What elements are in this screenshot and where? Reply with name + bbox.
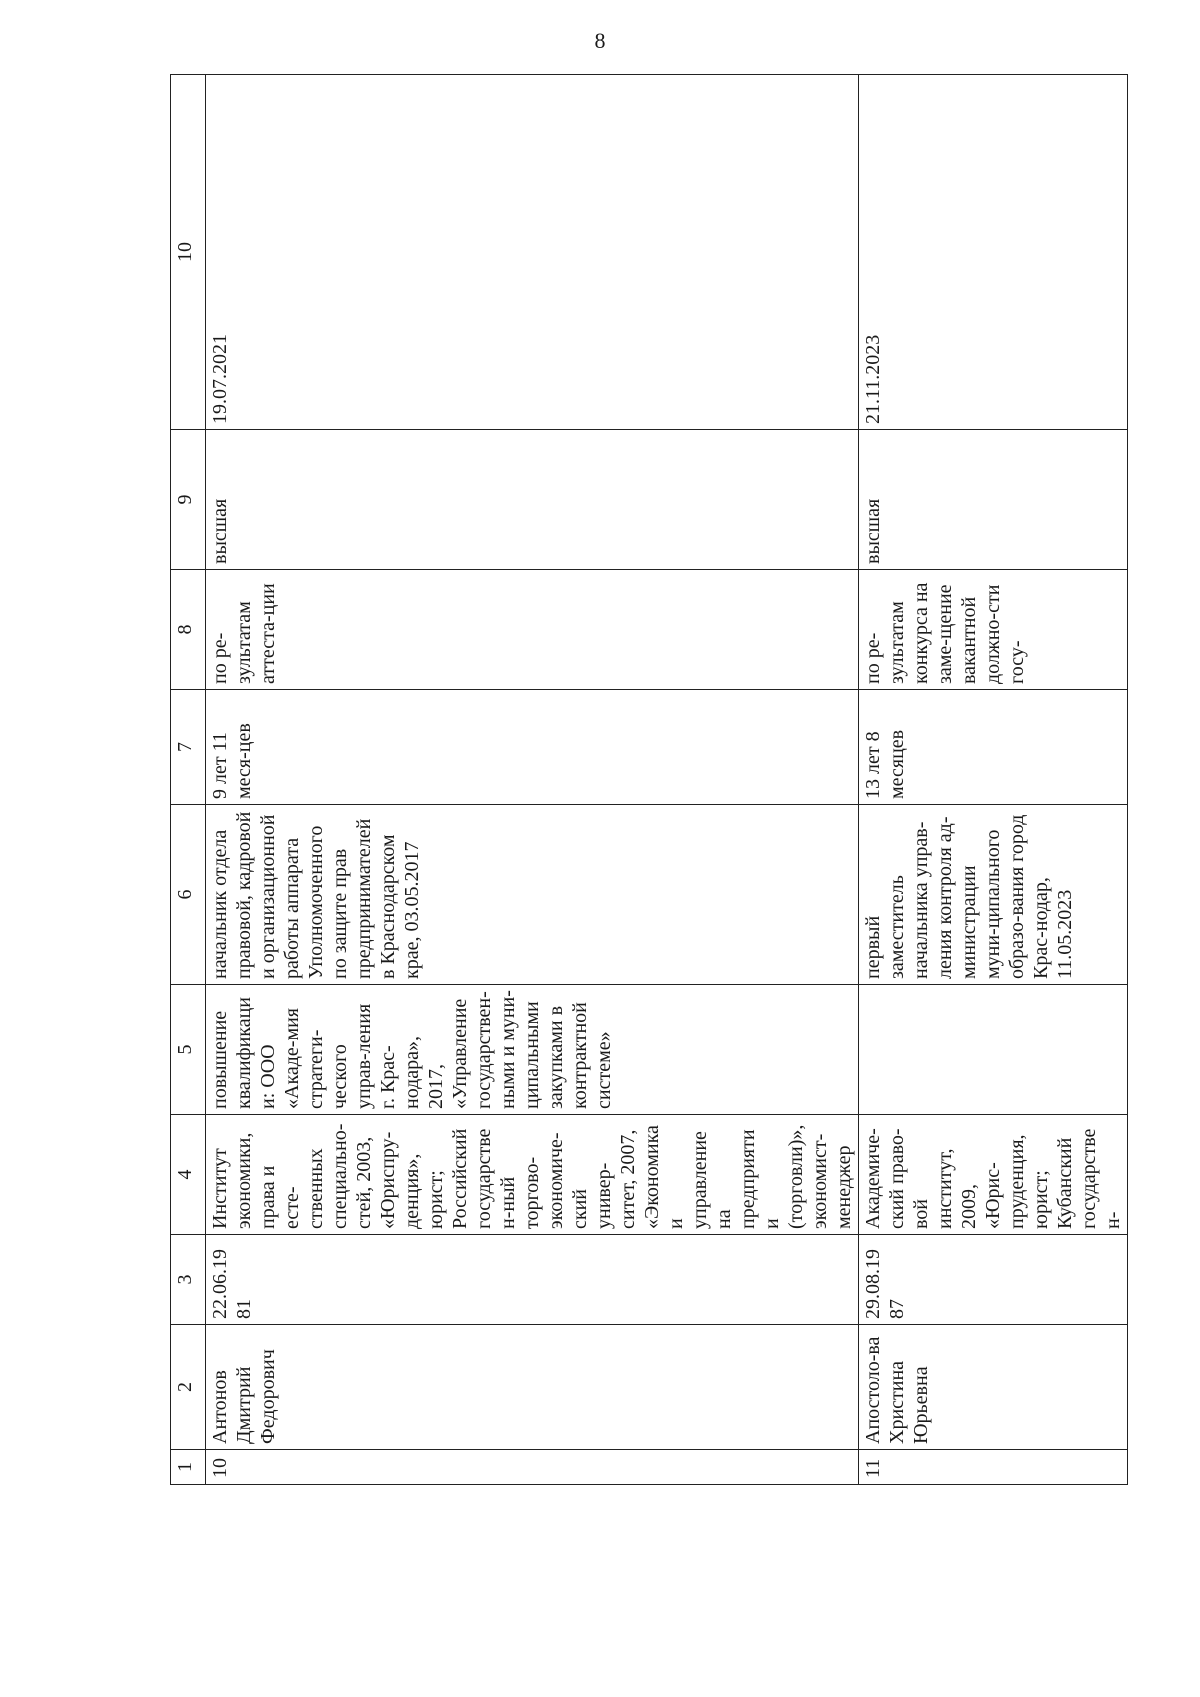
- row-number-cell: 10: [206, 1450, 859, 1485]
- education-cell: Институт экономики, права и есте-ственных специально-стей, 2003, «Юриспру-денция», юрист; Российский государствен-ный торгово-экономиче-ский универ-ситет, 2007, «Экономика и управление на предприятии (торговли)», экономист-менеджер: [206, 1115, 859, 1235]
- column-header: 7: [171, 690, 206, 805]
- column-header: 8: [171, 570, 206, 690]
- experience-cell: 13 лет 8 месяцев: [859, 690, 1128, 805]
- full-name-cell: Апостоло-ва Христина Юрьевна: [859, 1325, 1128, 1450]
- table-row: [859, 75, 1128, 1485]
- appointment-basis-cell: по ре-зультатам аттеста-ции: [206, 570, 859, 690]
- column-number-row: [171, 75, 206, 1485]
- personnel-table: [170, 74, 1128, 1485]
- qualification-category-cell: высшая: [859, 430, 1128, 570]
- training-cell: [859, 985, 1128, 1115]
- column-header: 3: [171, 1235, 206, 1325]
- position-cell: первый заместитель начальника управ-ления контроля ад-министрации муни-ципального образо-вания город Крас-нодар, 11.05.2023: [859, 805, 1128, 985]
- column-header: 9: [171, 430, 206, 570]
- qualification-category-cell: высшая: [206, 430, 859, 570]
- experience-cell: 9 лет 11 меся-цев: [206, 690, 859, 805]
- table-row: [206, 75, 859, 1485]
- full-name-cell: Антонов Дмитрий Федорович: [206, 1325, 859, 1450]
- rotated-table-frame: [170, 75, 1124, 1485]
- page-number: 8: [594, 28, 606, 53]
- birth-date-cell: 29.08.1987: [859, 1235, 1128, 1325]
- column-header: 1: [171, 1450, 206, 1485]
- column-header: 10: [171, 75, 206, 430]
- column-header: 6: [171, 805, 206, 985]
- column-header: 4: [171, 1115, 206, 1235]
- birth-date-cell: 22.06.1981: [206, 1235, 859, 1325]
- assignment-date-cell: 21.11.2023: [859, 75, 1128, 430]
- assignment-date-cell: 19.07.2021: [206, 75, 859, 430]
- column-header: 2: [171, 1325, 206, 1450]
- row-number-cell: 11: [859, 1450, 1128, 1485]
- training-cell: повышение квалификации: ООО «Акаде-мия стратеги-ческого управ-ления г. Крас-нодара», 2017, «Управление государствен-ными и муни-ципальными закупками в контрактной системе»: [206, 985, 859, 1115]
- position-cell: начальник отдела правовой, кадровой и организационной работы аппарата Уполномоченного по защите прав предпринимателей в Краснодарском крае, 03.05.2017: [206, 805, 859, 985]
- education-cell: Академиче-ский право-вой институт, 2009, «Юрис-пруденция, юрист; Кубанский государствен-: [859, 1115, 1128, 1235]
- column-header: 5: [171, 985, 206, 1115]
- appointment-basis-cell: по ре-зультатам конкурса на заме-щение вакантной должно-сти госу-: [859, 570, 1128, 690]
